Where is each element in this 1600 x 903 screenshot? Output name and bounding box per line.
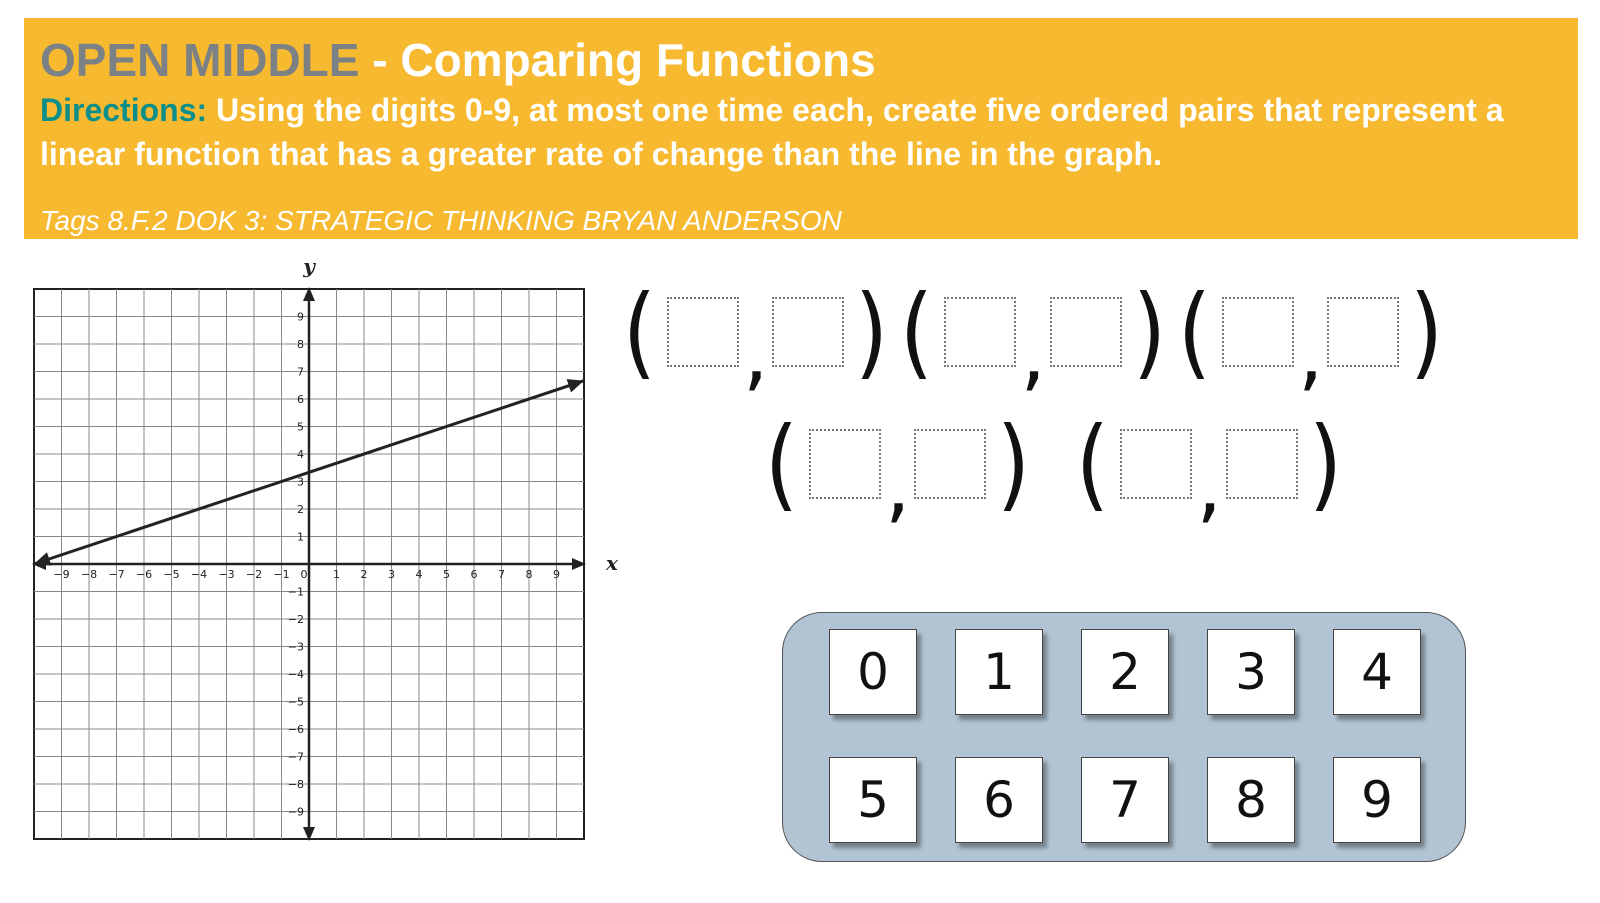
x-tick-label: 1 xyxy=(333,568,340,581)
x-tick-label: 9 xyxy=(553,568,560,581)
ordered-pair-5 xyxy=(1073,405,1344,532)
pair-1-x-slot[interactable] xyxy=(667,297,739,367)
pair-5-y-slot[interactable] xyxy=(1226,429,1298,499)
y-tick-label: 2 xyxy=(297,503,304,516)
y-tick-label: −3 xyxy=(287,640,304,654)
ordered-pair-3 xyxy=(1175,273,1446,400)
y-tick-label: −4 xyxy=(287,668,304,681)
ordered-pair-4 xyxy=(762,405,1033,532)
digit-tile-2[interactable]: 2 xyxy=(1081,629,1169,715)
x-tick-label: 3 xyxy=(388,568,395,581)
digit-tile-9[interactable]: 9 xyxy=(1333,757,1421,843)
x-tick-label: −9 xyxy=(53,568,70,581)
y-tick-label: −9 xyxy=(287,805,304,819)
x-tick-label: −4 xyxy=(190,568,208,581)
x-tick-label: 7 xyxy=(498,568,505,581)
coordinate-graph xyxy=(20,258,640,898)
pair-2-y-slot[interactable] xyxy=(1050,297,1122,367)
x-tick-label: −2 xyxy=(245,568,263,581)
y-tick-label: −2 xyxy=(287,613,304,626)
directions xyxy=(40,88,1560,176)
pairs-row-1 xyxy=(620,273,1452,400)
open-paren: ( xyxy=(900,273,934,390)
y-tick-label: −1 xyxy=(287,585,304,599)
pair-4-x-slot[interactable] xyxy=(809,429,881,499)
y-tick-label: −6 xyxy=(287,723,304,736)
x-tick-label: −7 xyxy=(108,568,125,581)
y-tick-label: 5 xyxy=(297,420,304,434)
directions-text: Using the digits 0-9, at most one time each, create five ordered pairs that represent a linear function that has a greater rate of change than the line in the graph. xyxy=(40,92,1504,172)
x-tick-label: −3 xyxy=(218,568,235,581)
digit-tile-5[interactable]: 5 xyxy=(829,757,917,843)
x-tick-label: −8 xyxy=(80,568,98,581)
x-tick-label: 8 xyxy=(525,568,533,581)
y-tick-label: −5 xyxy=(287,695,304,709)
digit-tile-6[interactable]: 6 xyxy=(955,757,1043,843)
x-tick-label: −1 xyxy=(273,568,290,581)
digit-tile-0[interactable]: 0 xyxy=(829,629,917,715)
pair-5-x-slot[interactable] xyxy=(1120,429,1192,499)
x-tick-label: 6 xyxy=(470,568,478,581)
comma: , xyxy=(743,307,769,400)
y-tick-label: 8 xyxy=(297,338,304,351)
x-tick-label: 5 xyxy=(443,568,450,581)
comma: , xyxy=(885,439,911,532)
ordered-pair-1 xyxy=(620,273,891,400)
comma: , xyxy=(1196,439,1222,532)
pair-2-x-slot[interactable] xyxy=(944,297,1016,367)
y-tick-label: 3 xyxy=(297,475,304,489)
close-paren: ) xyxy=(997,405,1031,522)
title-text: - Comparing Functions xyxy=(359,34,876,86)
y-tick-label: 7 xyxy=(297,365,304,379)
x-tick-label: 4 xyxy=(415,568,423,581)
x-axis-label: x xyxy=(606,551,618,575)
digit-tiles xyxy=(829,629,1421,843)
digit-tile-tray xyxy=(782,612,1466,862)
y-tick-label: −7 xyxy=(287,750,304,764)
ordered-pair-2 xyxy=(897,273,1168,400)
directions-label: Directions: xyxy=(40,92,208,128)
comma: , xyxy=(1297,307,1324,400)
digit-tile-7[interactable]: 7 xyxy=(1081,757,1169,843)
open-paren: ( xyxy=(1076,405,1110,522)
page-title xyxy=(40,34,1562,86)
open-paren: ( xyxy=(622,273,657,390)
close-paren: ) xyxy=(1308,405,1343,522)
x-tick-label: −6 xyxy=(135,568,153,581)
y-axis-label: y xyxy=(303,258,315,278)
digit-tile-8[interactable]: 8 xyxy=(1207,757,1295,843)
digit-tile-3[interactable]: 3 xyxy=(1207,629,1295,715)
header-banner xyxy=(24,18,1578,239)
close-paren: ) xyxy=(1410,273,1444,390)
graph-svg xyxy=(20,258,640,898)
pairs-row-2 xyxy=(762,405,1351,532)
pair-4-y-slot[interactable] xyxy=(914,429,986,499)
y-tick-label: 1 xyxy=(297,530,304,544)
y-tick-label: 6 xyxy=(297,393,304,406)
comma: , xyxy=(1020,307,1046,400)
y-tick-label: −8 xyxy=(287,778,304,791)
x-tick-label: −5 xyxy=(163,568,180,581)
close-paren: ) xyxy=(1132,273,1167,390)
y-tick-label: 9 xyxy=(297,310,304,324)
x-tick-label: 2 xyxy=(360,568,368,581)
close-paren: ) xyxy=(855,273,889,390)
pair-3-x-slot[interactable] xyxy=(1222,297,1294,367)
y-tick-label: 4 xyxy=(297,448,304,461)
brand-label: OPEN MIDDLE xyxy=(40,34,360,86)
x-tick-label: 0 xyxy=(300,568,308,581)
digit-tile-4[interactable]: 4 xyxy=(1333,629,1421,715)
open-paren: ( xyxy=(1177,273,1212,390)
tags-line: Tags 8.F.2 DOK 3: STRATEGIC THINKING BRYAN ANDERSON xyxy=(40,205,842,236)
digit-tile-1[interactable]: 1 xyxy=(955,629,1043,715)
pair-3-y-slot[interactable] xyxy=(1327,297,1399,367)
pair-1-y-slot[interactable] xyxy=(772,297,844,367)
open-paren: ( xyxy=(764,405,799,522)
